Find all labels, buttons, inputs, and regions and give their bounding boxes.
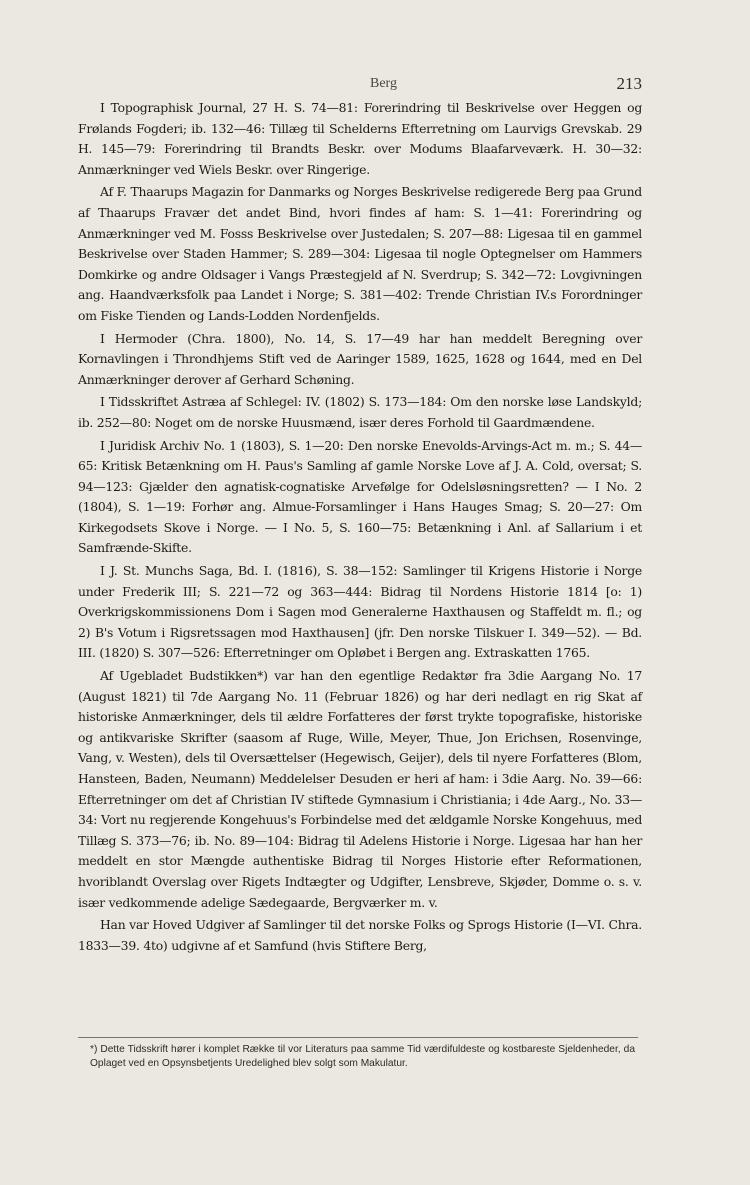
footnote: *) Dette Tidsskrift hører i komplet Række til vor Literaturs paa samme Tid værdifuldeste og kostbareste Sjeldenheder, da Oplaget ved en Opsynsbetjents Uredelighed blev solgt som Makulatur.: [90, 1044, 635, 1069]
paragraph-thaarups-magazin: Af F. Thaarups Magazin for Danmarks og Norges Beskrivelse redigerede Berg paa Grund af Thaarups Fravær det andet Bind, hvori findes af ham: S. 1—41: Forerindring og Anmærkninger ved M. Fosss Beskrivelse over Justedalen; S. 207—88: Ligesaa til en gammel Beskrivelse over Staden Hammer; S. 289—304: Ligesaa til nogle Optegnelser om Hammers Domkirke og andre Oldsager i Vangs Præstegjeld af N. Sverdrup; S. 342—72: Lovgivningen ang. Haandværksfolk paa Landet i Norge; S. 381—402: Trende Christian IV.s Forordninger om Fiske Tienden og Lands-Lodden Nordenfjelds.: [78, 184, 642, 323]
body-text: [78, 98, 642, 958]
paragraph-samlinger: Han var Hoved Udgiver af Samlinger til det norske Folks og Sprogs Historie (I—VI. Chra. 1833—39. 4to) udgivne af et Samfund (hvis Stiftere Berg,: [78, 917, 642, 953]
paragraph-juridisk-archiv: I Juridisk Archiv No. 1 (1803), S. 1—20: Den norske Enevolds-Arvings-Act m. m.; S. 44—65: Kritisk Betænkning om H. Paus's Samling af gamle Norske Love af J. A. Cold, oversat; S. 94—123: Gjælder den agnatisk-cognatiske Arvefølge for Odelsløsningsretten? — I No. 2 (1804), S. 1—19: Forhør ang. Almue-Forsamlinger i Hans Hauges Smag; S. 20—27: Om Kirkegodsets Skove i Norge. — I No. 5, S. 160—75: Betænkning i Anl. af Sallarium i et Samfrænde-Skifte.: [78, 437, 642, 556]
paragraph-topographisk-journal: I Topographisk Journal, 27 H. S. 74—81: Forerindring til Beskrivelse over Heggen og Frølands Fogderi; ib. 132—46: Tillæg til Schelderns Efterretning om Laurvigs Grevskab. 29 H. 145—79: Forerindring til Brandts Beskr. over Modums Blaafarveværk. H. 30—32: Anmærkninger ved Wiels Beskr. over Ringerige.: [78, 100, 642, 177]
page-header: [78, 76, 642, 96]
paragraph-budstikken: Af Ugebladet Budstikken*) var han den egentlige Redaktør fra 3die Aargang No. 17 (August 1821) til 7de Aargang No. 11 (Februar 1826) og har deri nedlagt en rig Skat af historiske Anmærkninger, dels til ældre Forfatteres der først trykte topografiske, historiske og antikvariske Skrifter (saasom af Ruge, Wille, Meyer, Thue, Jon Erichsen, Rosenvinge, Vang, v. Westen), dels til Oversættelser (Hegewisch, Geijer), dels til nyere Forfatteres (Blom, Hansteen, Baden, Neumann) Meddelelser Desuden er heri af ham: i 3die Aarg. No. 39—66: Efterretninger om det af Christian IV stiftede Gymnasium i Christiania; i 4de Aarg., No. 33—34: Vort nu regjerende Kongehuus's Forbindelse med det ældgamle Norske Kongehuus, med Tillæg S. 373—76; ib. No. 89—104: Bidrag til Adelens Historie i Norge. Ligesaa har han her meddelt en stor Mængde authentiske Bidrag til Norges Historie efter Reformationen, hvoriblandt Overslag over Rigets Indtægter og Udgifter, Lensbreve, Skjøder, Domme o. s. v. især vedkommende adelige Sædegaarde, Bergværker m. v.: [78, 668, 642, 910]
running-head: Berg: [370, 76, 397, 91]
page-number: 213: [616, 74, 642, 93]
paragraph-astraea: I Tidsskriftet Astræa af Schlegel: IV. (1802) S. 173—184: Om den norske løse Landskyld; ib. 252—80: Noget om de norske Huusmænd, især deres Forhold til Gaardmændene.: [78, 394, 642, 430]
footnote-divider: [78, 1037, 638, 1038]
paragraph-munchs-saga: I J. St. Munchs Saga, Bd. I. (1816), S. 38—152: Samlinger til Krigens Historie i Norge under Frederik III; S. 221—72 og 363—444: Bidrag til Nordens Historie 1814 [o: 1) Overkrigskommissionens Dom i Sagen mod Generalerne Haxthausen og Staffeldt m. fl.; og 2) B's Votum i Rigsretssagen mod Haxthausen] (jfr. Den norske Tilskuer I. 349—52). — Bd. III. (1820) S. 307—526: Efterretninger om Opløbet i Bergen ang. Extraskatten 1765.: [78, 563, 642, 661]
paragraph-hermoder: I Hermoder (Chra. 1800), No. 14, S. 17—49 har han meddelt Beregning over Kornavlingen i Throndhjems Stift ved de Aaringer 1589, 1625, 1628 og 1644, med en Del Anmærkninger derover af Gerhard Schøning.: [78, 330, 642, 387]
